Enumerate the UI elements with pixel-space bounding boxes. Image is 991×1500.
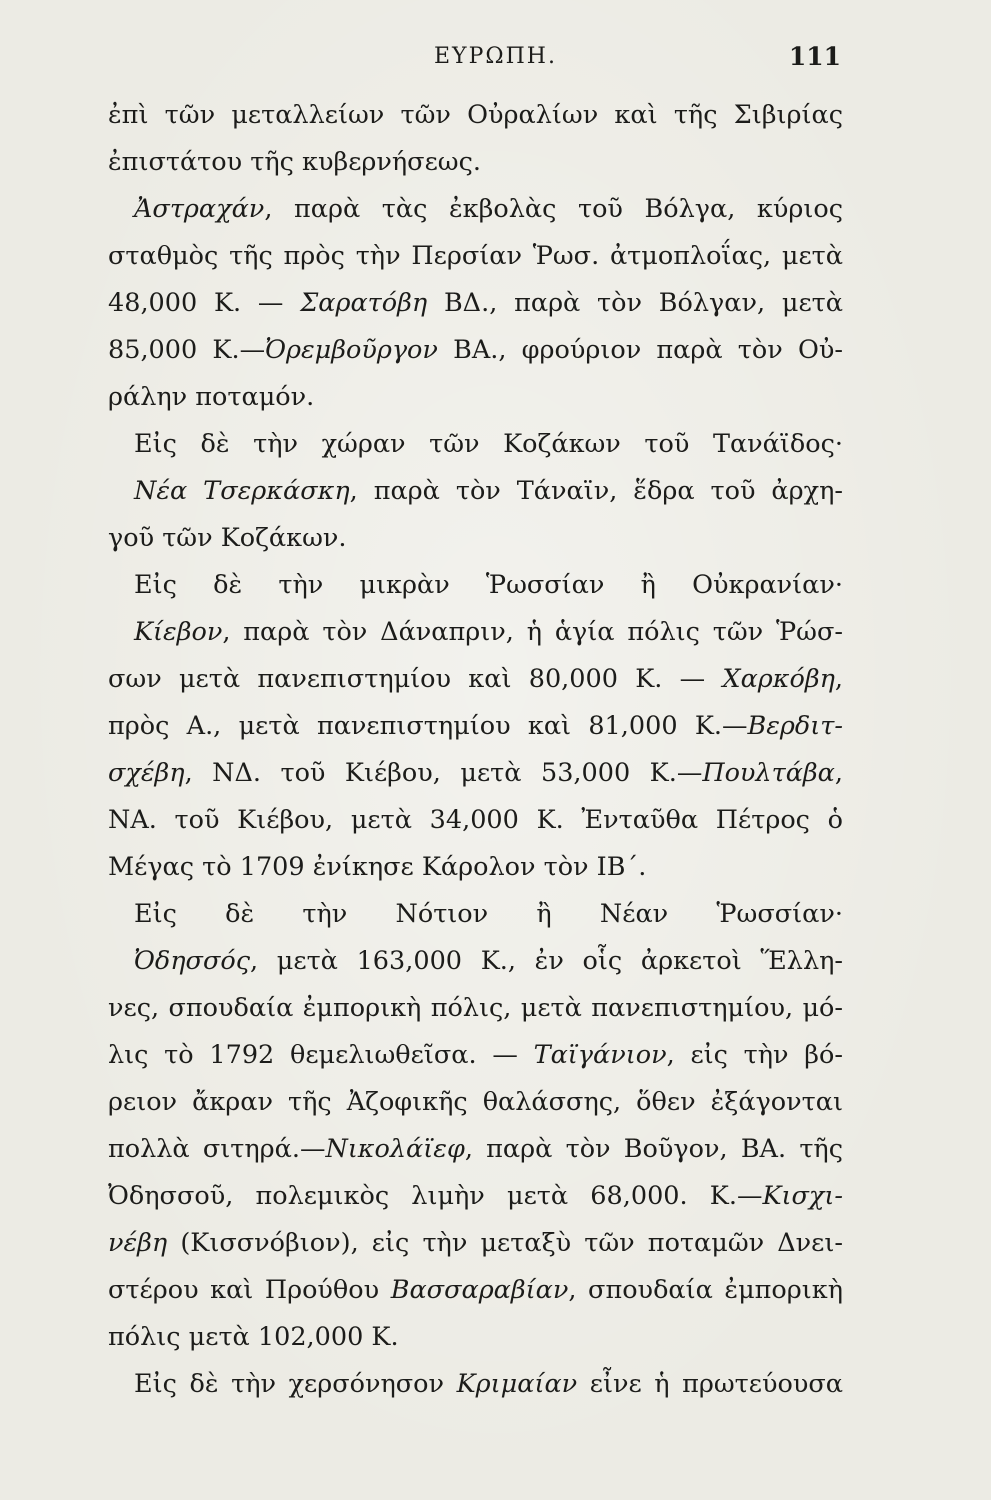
text-run: ρειον ἄκραν τῆς Ἀζοφικῆς θαλάσσης, ὅθεν ἐξάγονται — [108, 1087, 843, 1117]
text-line — [108, 327, 843, 374]
text-run: ΝΑ. τοῦ Κιέβου, μετὰ 34,000 Κ. Ἐνταῦθα Πέτρος ὁ — [108, 805, 843, 835]
text-line — [108, 1173, 843, 1220]
text-run: νες, σπουδαία ἐμπορικὴ πόλις, μετὰ πανεπιστημίου, μό- — [108, 993, 843, 1023]
place-name-italic: νέβη — [108, 1228, 168, 1258]
text-run: σταθμὸς τῆς πρὸς τὴν Περσίαν Ῥωσ. ἀτμοπλοΐας, μετὰ — [108, 241, 843, 271]
text-run: 85,000 Κ.— — [108, 335, 266, 365]
body-text — [108, 92, 843, 1408]
text-run: πολλὰ σιτηρά.— — [108, 1134, 326, 1164]
text-run: γοῦ τῶν Κοζάκων. — [108, 523, 347, 553]
text-run: , εἰς τὴν βό- — [666, 1040, 843, 1070]
text-line — [108, 1267, 843, 1314]
text-run: , παρὰ τὸν Δάναπριν, ἡ ἁγία πόλις τῶν Ῥώσ- — [222, 617, 843, 647]
place-name-italic: Νικολάϊεφ — [325, 1134, 465, 1164]
running-head: ΕΥΡΩΠΗ. — [434, 44, 557, 69]
text-line — [108, 468, 843, 515]
text-run: , παρὰ τὸν Τάναϊν, ἕδρα τοῦ ἀρχη- — [349, 476, 843, 506]
text-line — [108, 280, 843, 327]
text-run: λις τὸ 1792 θεμελιωθεῖσα. — — [108, 1040, 534, 1070]
text-line — [108, 985, 843, 1032]
text-line — [108, 1314, 843, 1361]
place-name-italic: Ὀδησσός — [134, 946, 250, 976]
place-name-italic: Πουλτάβα — [702, 758, 835, 788]
text-run: εἶνε ἡ πρωτεύουσα — [577, 1369, 843, 1399]
text-line — [108, 703, 843, 750]
text-line — [108, 1220, 843, 1267]
text-run: ἐπὶ τῶν μεταλλείων τῶν Οὐραλίων καὶ τῆς Σιβιρίας — [108, 100, 843, 130]
text-line — [108, 139, 843, 186]
text-run: ΒΑ., φρούριον παρὰ τὸν Οὐ- — [437, 335, 843, 365]
text-run: σων μετὰ πανεπιστημίου καὶ 80,000 Κ. — — [108, 664, 723, 694]
text-run: , σπουδαία ἐμπορικὴ — [568, 1275, 843, 1305]
text-run: ἐπιστάτου τῆς κυβερνήσεως. — [108, 147, 481, 177]
text-run: πόλις μετὰ 102,000 Κ. — [108, 1322, 399, 1352]
text-run: Εἰς δὲ τὴν χώραν τῶν Κοζάκων τοῦ Τανάϊδος· — [134, 429, 843, 459]
text-line — [108, 750, 843, 797]
text-line — [108, 891, 843, 938]
place-name-italic: Βασσαραβίαν — [390, 1275, 569, 1305]
text-line — [108, 1079, 843, 1126]
text-run: (Κισσνόβιον), εἰς τὴν μεταξὺ τῶν ποταμῶν Δνει- — [167, 1228, 843, 1258]
text-run: Ὀδησσοῦ, πολεμικὸς λιμὴν μετὰ 68,000. Κ.— — [108, 1181, 763, 1211]
text-run: Μέγας τὸ 1709 ἐνίκησε Κάρολον τὸν ΙΒ΄. — [108, 852, 647, 882]
text-run: , — [834, 664, 843, 694]
text-line — [108, 609, 843, 656]
text-line — [108, 233, 843, 280]
text-run: ράλην ποταμόν. — [108, 382, 315, 412]
text-line — [108, 1126, 843, 1173]
text-run: , παρὰ τὰς ἐκβολὰς τοῦ Βόλγα, κύριος — [264, 194, 843, 224]
text-line — [108, 421, 843, 468]
text-run: Εἰς δὲ τὴν μικρὰν Ῥωσσίαν ἢ Οὐκρανίαν· — [134, 570, 843, 600]
text-run: πρὸς Α., μετὰ πανεπιστημίου καὶ 81,000 Κ.— — [108, 711, 748, 741]
text-run: , μετὰ 163,000 Κ., ἐν οἷς ἀρκετοὶ Ἕλλη- — [249, 946, 843, 976]
text-line — [108, 374, 843, 421]
text-line — [108, 844, 843, 891]
text-line — [108, 656, 843, 703]
place-name-italic: Χαρκόβη — [722, 664, 835, 694]
text-run: , ΝΔ. τοῦ Κιέβου, μετὰ 53,000 Κ.— — [184, 758, 703, 788]
page-number: 111 — [788, 42, 841, 71]
text-run: ΒΔ., παρὰ τὸν Βόλγαν, μετὰ — [427, 288, 843, 318]
text-line — [108, 92, 843, 139]
place-name-italic: Βερδιτ- — [747, 711, 843, 741]
text-line — [108, 1032, 843, 1079]
text-line — [108, 562, 843, 609]
text-line — [108, 515, 843, 562]
place-name-italic: Ταϊγάνιον — [533, 1040, 667, 1070]
text-line — [108, 938, 843, 985]
place-name-italic: Ὀρεμβοῦργον — [265, 335, 438, 365]
text-line — [108, 186, 843, 233]
text-run: , παρὰ τὸν Βοῦγον, ΒΑ. τῆς — [464, 1134, 843, 1164]
place-name-italic: Σαρατόβη — [300, 288, 428, 318]
text-run: Εἰς δὲ τὴν Νότιον ἢ Νέαν Ῥωσσίαν· — [134, 899, 843, 929]
text-run: Εἰς δὲ τὴν χερσόνησον — [134, 1369, 457, 1399]
text-run: , — [834, 758, 843, 788]
text-run: στέρου καὶ Προύθου — [108, 1275, 391, 1305]
place-name-italic: Κριμαίαν — [456, 1369, 578, 1399]
place-name-italic: Κισχι- — [762, 1181, 843, 1211]
place-name-italic: σχέβη — [108, 758, 185, 788]
text-run: 48,000 Κ. — — [108, 288, 301, 318]
place-name-italic: Νέα Τσερκάσκη — [134, 476, 350, 506]
text-line — [108, 797, 843, 844]
place-name-italic: Κίεβον — [134, 617, 223, 647]
text-line — [108, 1361, 843, 1408]
place-name-italic: Ἀστραχάν — [134, 194, 265, 224]
